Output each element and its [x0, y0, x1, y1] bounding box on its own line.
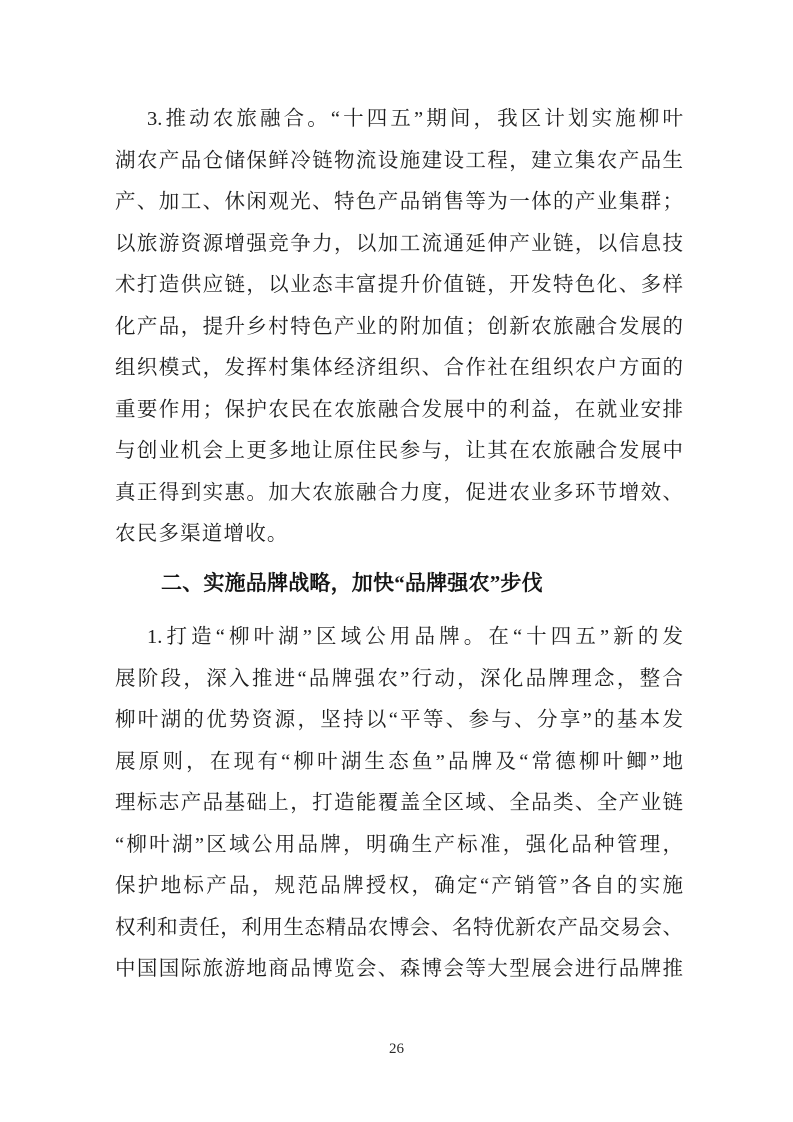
page-number: 26	[389, 1041, 404, 1057]
heading-brand-strategy: 二、实施品牌战略，加快“品牌强农”步伐	[161, 570, 543, 595]
text-line: 展原则，在现有“柳叶湖生态鱼”品牌及“常德柳叶鲫”地	[115, 750, 683, 773]
text-line: 3.推动农旅融合。“十四五”期间，我区计划实施柳叶	[147, 108, 683, 130]
text-line: 权利和责任，利用生态精品农博会、名特优新农产品交易会、	[115, 916, 683, 939]
text-line: “柳叶湖”区域公用品牌，明确生产标准，强化品种管理，	[115, 833, 683, 856]
text-line: 农民多渠道增收。	[115, 523, 289, 545]
document-body	[115, 99, 683, 991]
text-line: 理标志产品基础上，打造能覆盖全区域、全品类、全产业链	[115, 792, 683, 814]
text-line: 1.打造“柳叶湖”区域公用品牌。在“十四五”新的发	[147, 626, 683, 648]
text-line: 组织模式，发挥村集体经济组织、合作社在组织农户方面的	[115, 357, 683, 379]
text-line: 真正得到实惠。加大农旅融合力度，促进农业多环节增效、	[115, 481, 683, 504]
text-line: 术打造供应链，以业态丰富提升价值链，开发特色化、多样	[115, 274, 683, 296]
text-line: 产、加工、休闲观光、特色产品销售等为一体的产业集群；	[115, 191, 683, 213]
para-regional-public-brand	[115, 617, 683, 991]
text-line: 与创业机会上更多地让原住民参与，让其在农旅融合发展中	[115, 440, 683, 462]
text-line: 重要作用；保护农民在农旅融合发展中的利益，在就业安排	[115, 398, 683, 421]
text-line: 柳叶湖的优势资源，坚持以“平等、参与、分享”的基本发	[115, 709, 683, 731]
para-agritourism-integration	[115, 99, 683, 556]
text-line: 以旅游资源增强竞争力，以加工流通延伸产业链，以信息技	[115, 232, 683, 255]
text-line: 展阶段，深入推进“品牌强农”行动，深化品牌理念，整合	[115, 667, 683, 690]
text-line: 保护地标产品，规范品牌授权，确定“产销管”各自的实施	[115, 875, 683, 897]
text-line: 化产品，提升乡村特色产业的附加值；创新农旅融合发展的	[115, 315, 683, 338]
text-line: 中国国际旅游地商品博览会、森博会等大型展会进行品牌推	[115, 958, 683, 980]
text-line: 湖农产品仓储保鲜冷链物流设施建设工程，建立集农产品生	[115, 149, 683, 172]
